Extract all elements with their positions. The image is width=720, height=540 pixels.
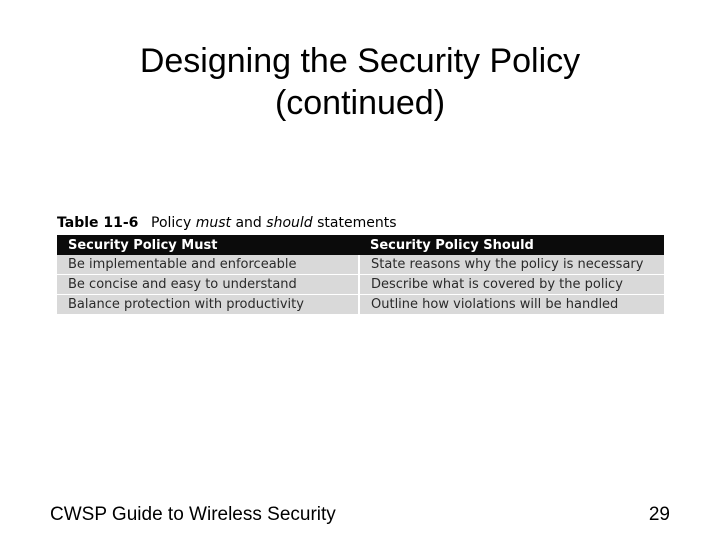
slide-title bbox=[0, 40, 720, 124]
table-caption bbox=[57, 213, 664, 235]
caption-text-prefix: Policy bbox=[151, 215, 196, 231]
caption-text-middle: and bbox=[231, 215, 267, 231]
caption-text-must: must bbox=[195, 215, 232, 231]
column-header-should: Security Policy Should bbox=[359, 235, 664, 255]
policy-table-figure bbox=[57, 213, 664, 314]
column-header-must: Security Policy Must bbox=[57, 235, 359, 255]
table-row bbox=[57, 275, 664, 295]
table-cell-should: Outline how violations will be handled bbox=[359, 295, 664, 315]
slide-title-line-2: (continued) bbox=[274, 84, 446, 122]
table-row bbox=[57, 295, 664, 315]
table-header-row bbox=[57, 235, 664, 255]
table-number: Table 11-6 bbox=[57, 215, 139, 231]
caption-text-suffix: statements bbox=[312, 215, 397, 231]
footer-course-title: CWSP Guide to Wireless Security bbox=[50, 504, 336, 525]
caption-text-should: should bbox=[266, 215, 313, 231]
table-cell-should: State reasons why the policy is necessary bbox=[359, 255, 664, 275]
table-row bbox=[57, 255, 664, 275]
table-cell-must: Balance protection with productivity bbox=[57, 295, 359, 315]
table-cell-must: Be implementable and enforceable bbox=[57, 255, 359, 275]
page-number: 29 bbox=[648, 504, 670, 525]
table-cell-should: Describe what is covered by the policy bbox=[359, 275, 664, 295]
slide-title-line-1: Designing the Security Policy bbox=[139, 42, 581, 80]
policy-table bbox=[57, 235, 664, 314]
table-cell-must: Be concise and easy to understand bbox=[57, 275, 359, 295]
